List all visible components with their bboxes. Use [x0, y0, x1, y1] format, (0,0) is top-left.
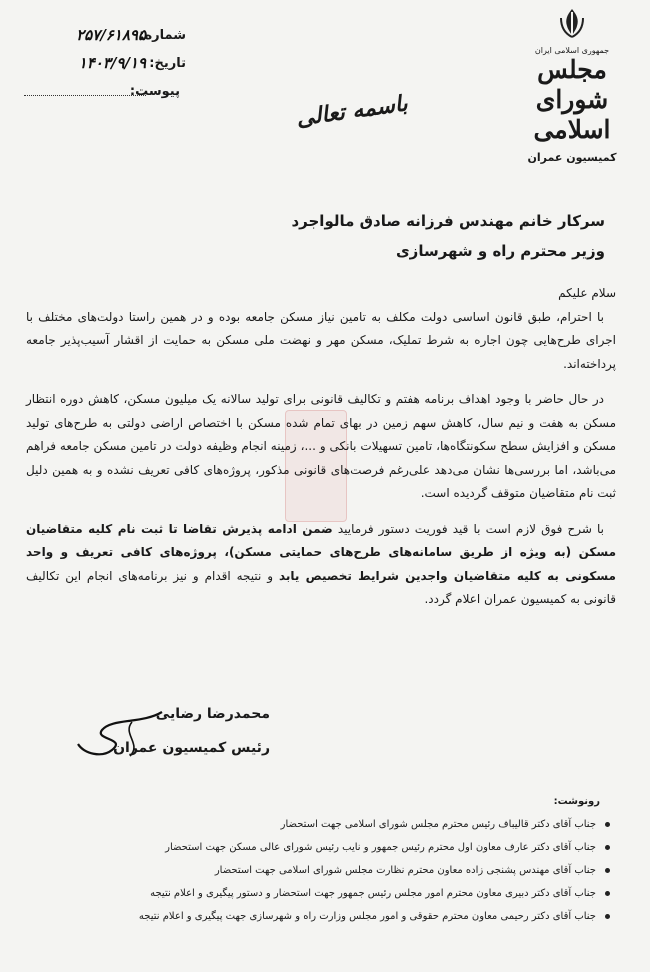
cc-title: رونوشت: [553, 796, 600, 807]
attachment-label: پیوست: [129, 84, 180, 99]
commission-name: کمیسیون عمران [527, 151, 617, 164]
cc-list [90, 796, 610, 928]
addressee [85, 206, 605, 266]
cc-item: جناب آقای مهندس پشنجی زاده معاون محترم نظارت مجلس شورای اسلامی جهت استحضار [90, 859, 610, 882]
logo-top-text: جمهوری اسلامی ایران [534, 46, 610, 55]
letter-meta [16, 26, 186, 110]
signer-name: محمدرضا رضایی [155, 706, 270, 722]
paragraph-3 [26, 518, 616, 612]
paragraph-2: در حال حاضر با وجود اهداف برنامه هفتم و تکالیف قانونی برای تولید سالانه یک میلیون مسکن، کاهش دوره انتظار مسکن به هفت و نیم سال، کاهش سهم زمین در بهای تمام شده مسکن با اختصاص اراضی دولتی به طرح‌های تولید مسکن و افزایش سطح سکونتگاه‌ها، تامین تسهیلات بانکی و ...، زمینه انجام وظیفه دولت در تامین مسکن جامعه فراهم می‌باشد، اما بررسی‌ها نشان می‌دهد علی‌رغم فرصت‌های قانونی مذکور، پروژه‌های کافی تعریف نشده و به همین دلیل ثبت نام متقاضیان متوقف گردیده است. [26, 392, 616, 500]
greeting: سلام علیکم [558, 286, 616, 300]
cc-item: جناب آقای دکتر رحیمی معاون محترم حقوقی و امور مجلس وزارت راه و شهرسازی جهت پیگیری و اعلام نتیجه [90, 905, 610, 928]
signature-block [70, 700, 270, 762]
attachment-row [16, 82, 186, 110]
number-value: ۲۵۷/۶۱۸۹۵ [76, 26, 146, 44]
date-value: ۱۴۰۳/۹/۱۹ [78, 54, 146, 72]
number-label: شماره: [139, 28, 186, 43]
paragraph-3-emphasis: ضمن ادامه پذیرش تقاضا تا ثبت نام کلیه متقاضیان مسکن (به ویژه از طریق سامانه‌های طرح‌های حمایتی مسکن)، پروژه‌های کافی تعریف و واحد مسکونی به کلیه متقاضیان واجدین شرایط تخصیص یابد [26, 521, 616, 583]
addressee-title: وزیر محترم راه و شهرسازی [395, 242, 605, 260]
paragraph-3-end: و نتیجه اقدام و نیز برنامه‌های انجام این تکالیف قانونی به کمیسیون عمران اعلام گردد. [26, 568, 616, 606]
paragraph-1: با احترام، طبق قانون اساسی دولت مکلف به تامین نیاز مسکن جامعه بوده و در همین راستا دولت‌های مختلف با اجرای طرح‌هایی چون اجاره به شرط تملیک، مسکن مهر و نهضت ملی مسکن به حمایت از اقشار آسیب‌پذیر جامعه پرداخته‌اند. [26, 309, 616, 371]
signer-title: رئیس کمیسیون عمران [113, 740, 270, 756]
date-row [16, 54, 186, 82]
logo-main-text: مجلس شورای اسلامی [533, 55, 611, 144]
paragraph-3-intro: با شرح فوق لازم است با قید فوریت دستور فرمایید [337, 521, 604, 536]
cc-item: جناب آقای دکتر قالیباف رئیس محترم مجلس شورای اسلامی جهت استحضار [90, 813, 610, 836]
cc-item: جناب آقای دکتر عارف معاون اول محترم رئیس جمهور و نایب رئیس شورای عالی مسکن جهت استحضار [90, 836, 610, 859]
cc-item: جناب آقای دکتر دبیری معاون محترم امور مجلس رئیس جمهور جهت استحضار و دستور پیگیری و اعلام نتیجه [90, 882, 610, 905]
basmala: باسمه تعالی [294, 90, 410, 132]
iran-emblem-icon [555, 6, 589, 40]
parliament-logo [512, 6, 632, 164]
addressee-name: سرکار خانم مهندس فرزانه صادق مالواجرد [291, 212, 605, 230]
date-label: تاریخ: [149, 56, 186, 71]
letter-body [26, 282, 616, 612]
number-row [16, 26, 186, 54]
